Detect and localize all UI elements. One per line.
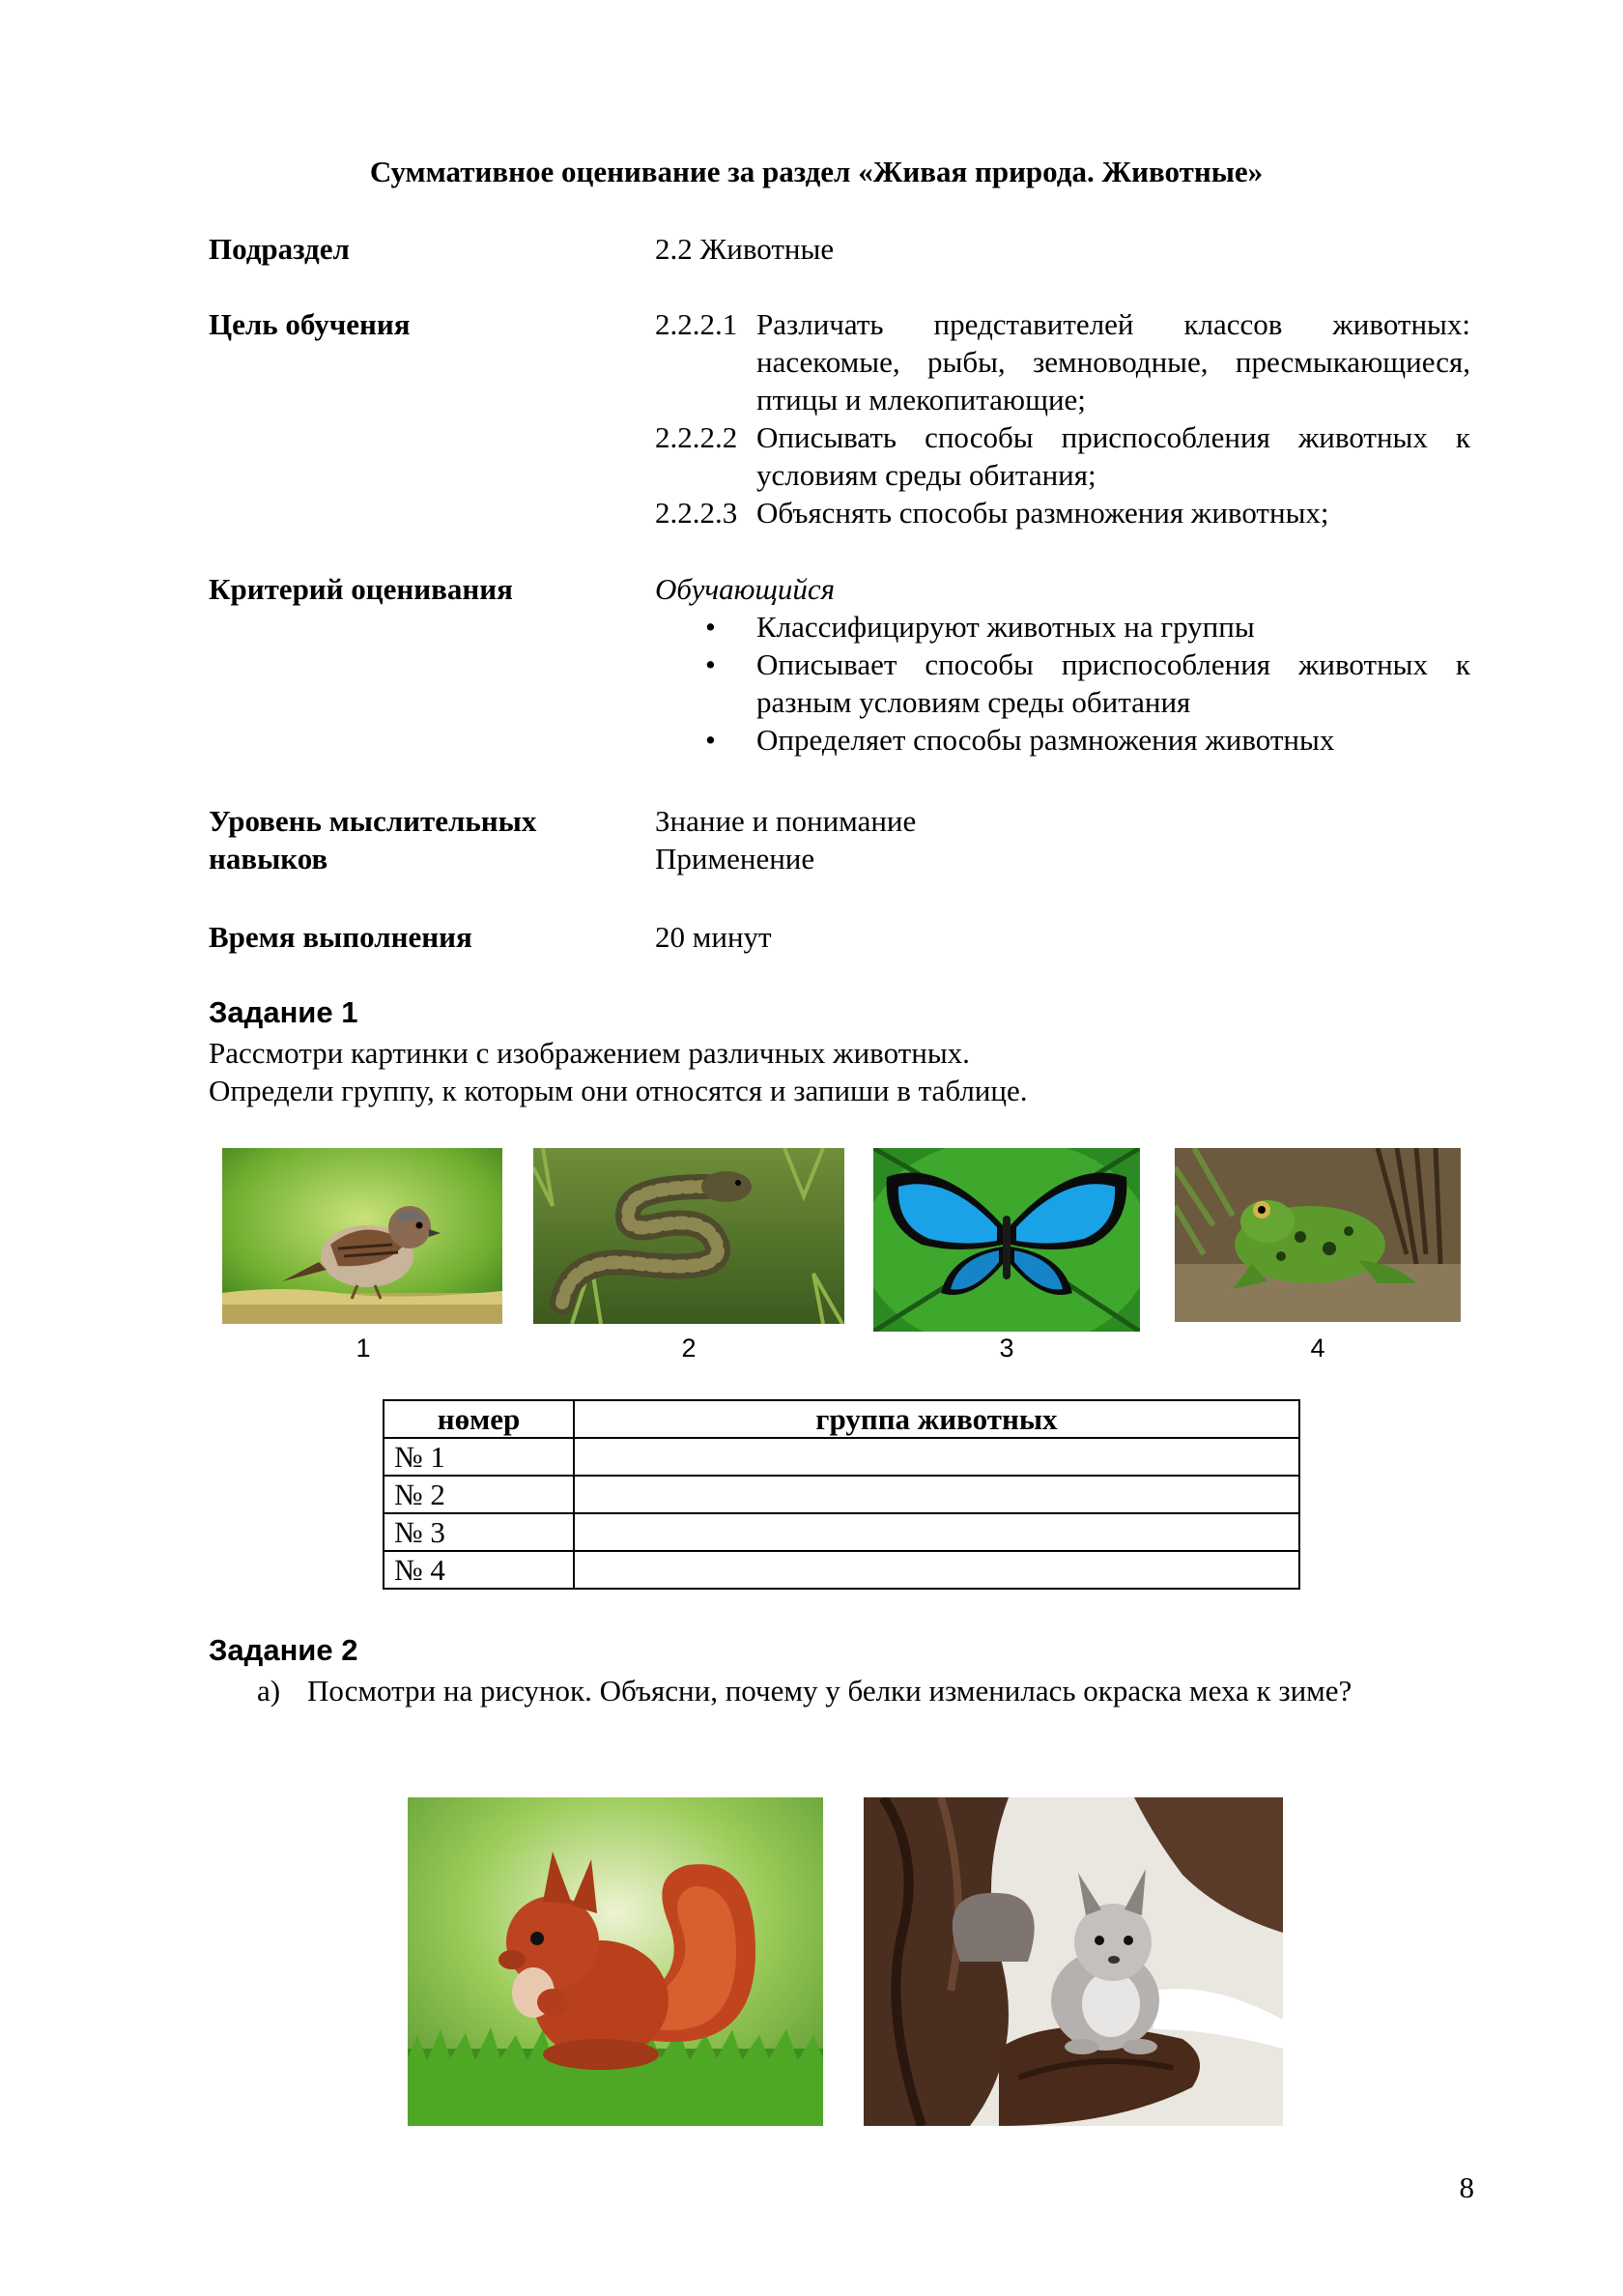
subsection-value: 2.2 Животные — [655, 232, 835, 266]
row-number: № 3 — [384, 1513, 574, 1551]
row-number: № 1 — [384, 1438, 574, 1476]
red-squirrel-photo — [408, 1797, 823, 2126]
goal-code: 2.2.2.3 — [655, 496, 738, 530]
col-group-header: группа животных — [574, 1400, 1299, 1438]
page-title: Суммативное оценивание за раздел «Живая природа. Животные» — [369, 155, 1264, 188]
picture-number: 2 — [681, 1334, 697, 1363]
criteria-item — [655, 608, 1470, 646]
task1-title: Задание 1 — [209, 995, 358, 1029]
row-number: № 4 — [384, 1551, 574, 1589]
task1-instructions — [209, 1034, 1474, 1109]
table-header-row — [384, 1400, 1299, 1438]
frog-photo — [1175, 1148, 1461, 1322]
task2-question: Посмотри на рисунок. Объясни, почему у белки изменилась окраска меха к зиме? — [307, 1674, 1352, 1708]
criteria-text: Классифицируют животных на группы — [756, 610, 1255, 644]
snake-photo — [533, 1148, 844, 1324]
row-number: № 2 — [384, 1476, 574, 1513]
goal-code: 2.2.2.1 — [655, 307, 738, 341]
time-label: Время выполнения — [209, 920, 472, 954]
levels-label-line2: навыков — [209, 842, 328, 875]
answer-table — [383, 1399, 1300, 1590]
goal-item — [655, 494, 1470, 531]
goal-label: Цель обучения — [209, 307, 411, 341]
levels-label-line1: Уровень мыслительных — [209, 804, 537, 838]
levels-value — [655, 802, 1470, 877]
task2-title: Задание 2 — [209, 1633, 358, 1667]
subsection-label: Подраздел — [209, 232, 350, 266]
criteria-item — [655, 646, 1470, 721]
task1-line2: Определи группу, к которым они относятся и запиши в таблице. — [209, 1074, 1028, 1107]
goal-text: Различать представителей классов животных: насекомые, рыбы, земноводные, пресмыкающиеся, птицы и млекопитающие; — [756, 307, 1470, 416]
time-value: 20 минут — [655, 920, 772, 954]
bullet-icon: • — [705, 647, 716, 681]
answer-cell[interactable] — [574, 1476, 1299, 1513]
page-number: 8 — [1459, 2170, 1474, 2204]
bullet-icon: • — [705, 610, 716, 644]
sparrow-photo — [222, 1148, 502, 1324]
picture-number: 3 — [999, 1334, 1014, 1363]
criteria-item — [655, 721, 1470, 759]
col-number-header: нөмер — [384, 1400, 574, 1438]
table-row — [384, 1551, 1299, 1589]
levels-value-line2: Применение — [655, 842, 815, 875]
table-row — [384, 1513, 1299, 1551]
goal-item — [655, 418, 1470, 494]
criteria-list — [655, 608, 1470, 759]
goal-code: 2.2.2.2 — [655, 420, 738, 454]
criteria-label: Критерий оценивания — [209, 572, 513, 606]
answer-cell[interactable] — [574, 1551, 1299, 1589]
criteria-text: Определяет способы размножения животных — [756, 723, 1335, 757]
goal-list — [655, 305, 1470, 531]
levels-value-line1: Знание и понимание — [655, 804, 917, 838]
picture-number: 4 — [1310, 1334, 1325, 1363]
butterfly-photo — [873, 1148, 1140, 1332]
table-row — [384, 1476, 1299, 1513]
answer-cell[interactable] — [574, 1513, 1299, 1551]
criteria-block — [655, 570, 1470, 759]
criteria-text: Описывает способы приспособления животных к разным условиям среды обитания — [756, 647, 1470, 719]
task1-line1: Рассмотри картинки с изображением различных животных. — [209, 1036, 970, 1070]
picture-number: 1 — [356, 1334, 371, 1363]
answer-cell[interactable] — [574, 1438, 1299, 1476]
goal-text: Объяснять способы размножения животных; — [756, 496, 1329, 530]
task2-marker: а) — [257, 1674, 281, 1708]
bullet-icon: • — [705, 723, 716, 757]
grey-squirrel-photo — [864, 1797, 1283, 2126]
table-row — [384, 1438, 1299, 1476]
goal-text: Описывать способы приспособления животных к условиям среды обитания; — [756, 420, 1470, 492]
goal-item — [655, 305, 1470, 418]
criteria-intro: Обучающийся — [655, 572, 836, 606]
levels-label — [209, 802, 536, 877]
